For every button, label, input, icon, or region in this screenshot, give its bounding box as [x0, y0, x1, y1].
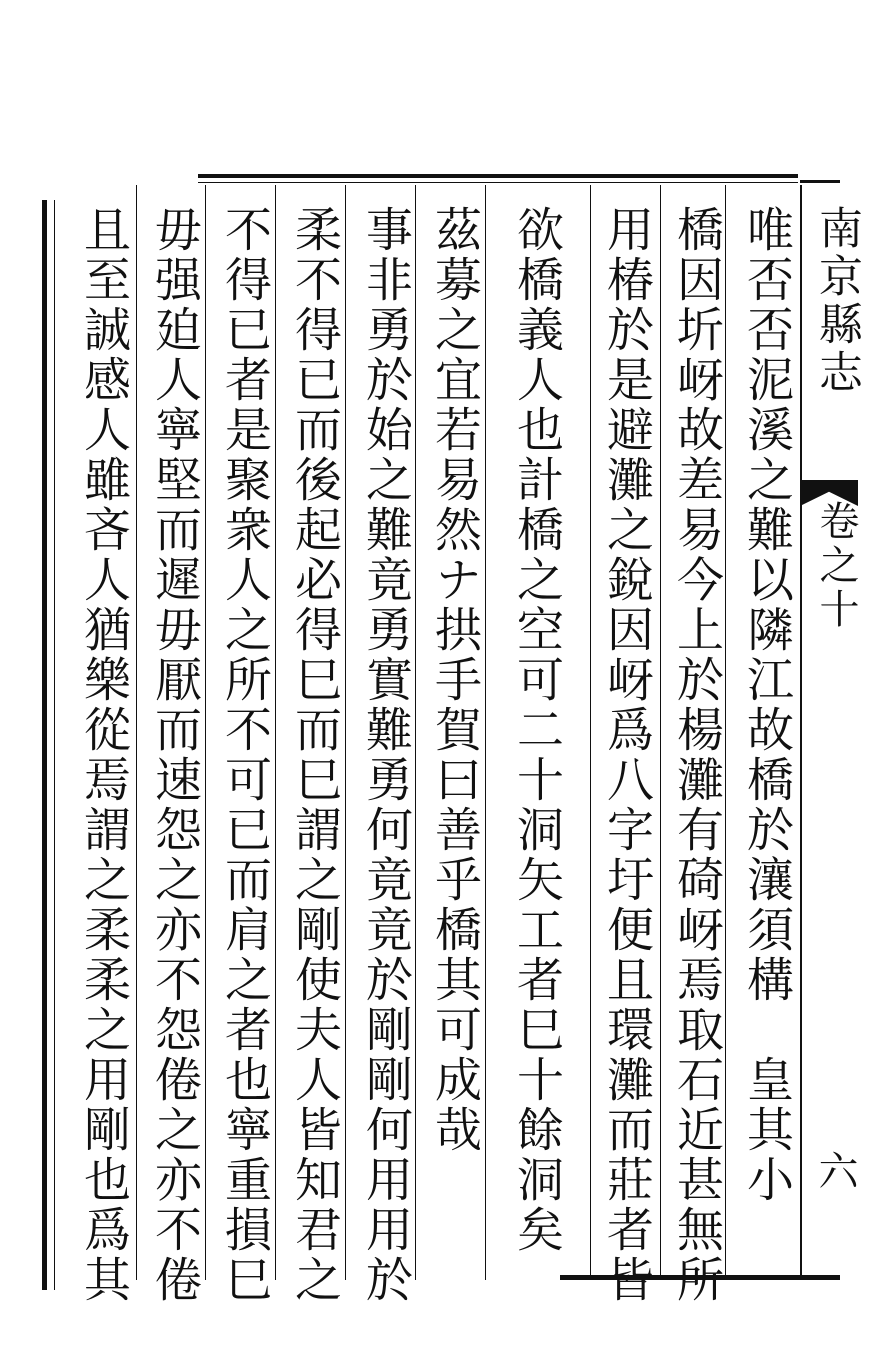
top-border-thin: [198, 182, 798, 183]
column-rule: [275, 185, 276, 1280]
text-column-10: 且至誠感人雖吝人猶樂從焉謂之柔柔之用剛也爲其: [76, 205, 131, 1305]
text-column-9: 毋强廹人寧堅而遲毋厭而速怨之亦不怨倦之亦不倦: [147, 205, 202, 1305]
column-rule: [136, 185, 137, 1280]
column-rule: [345, 185, 346, 1280]
text-column-1: 唯否否泥溪之難以隣江故橋於瀼須構 皇其小: [739, 205, 794, 1205]
column-rule: [725, 185, 726, 1280]
top-border: [198, 174, 798, 178]
text-column-8: 不得已者是聚衆人之所不可已而肩之者也寧重損巳: [217, 205, 272, 1305]
left-border-thin: [54, 200, 55, 1290]
text-column-4: 欲橋義人也計橋之空可二十洞矢工者巳十餘洞矣: [509, 205, 564, 1255]
top-border-margin: [800, 180, 840, 183]
column-rule: [660, 185, 661, 1280]
text-column-5: 茲募之宜若易然ナ拱手賀曰善乎橋其可成哉: [427, 205, 482, 1155]
margin-column-rule: [800, 185, 802, 1275]
book-title: 南京縣志: [811, 205, 862, 397]
volume-label: 卷之十: [813, 500, 859, 632]
column-rule: [415, 185, 416, 1280]
column-rule: [205, 185, 206, 1280]
left-border: [42, 200, 47, 1290]
text-column-7: 柔不得已而後起必得巳而巳謂之剛使夫人皆知君之: [287, 205, 342, 1305]
column-rule: [590, 185, 591, 1280]
text-column-6: 事非勇於始之難竟勇實難勇何竟竟於剛剛何用用於: [358, 205, 413, 1305]
column-rule: [485, 185, 486, 1280]
text-column-3: 用椿於是避灘之銳因岈爲八字圩便且環灘而莊者皆: [599, 205, 654, 1305]
leaf-number: 六: [812, 1150, 858, 1190]
text-column-2: 橋因圻岈故差易今上於楊灘有碕岈焉取石近甚無所: [669, 205, 724, 1305]
